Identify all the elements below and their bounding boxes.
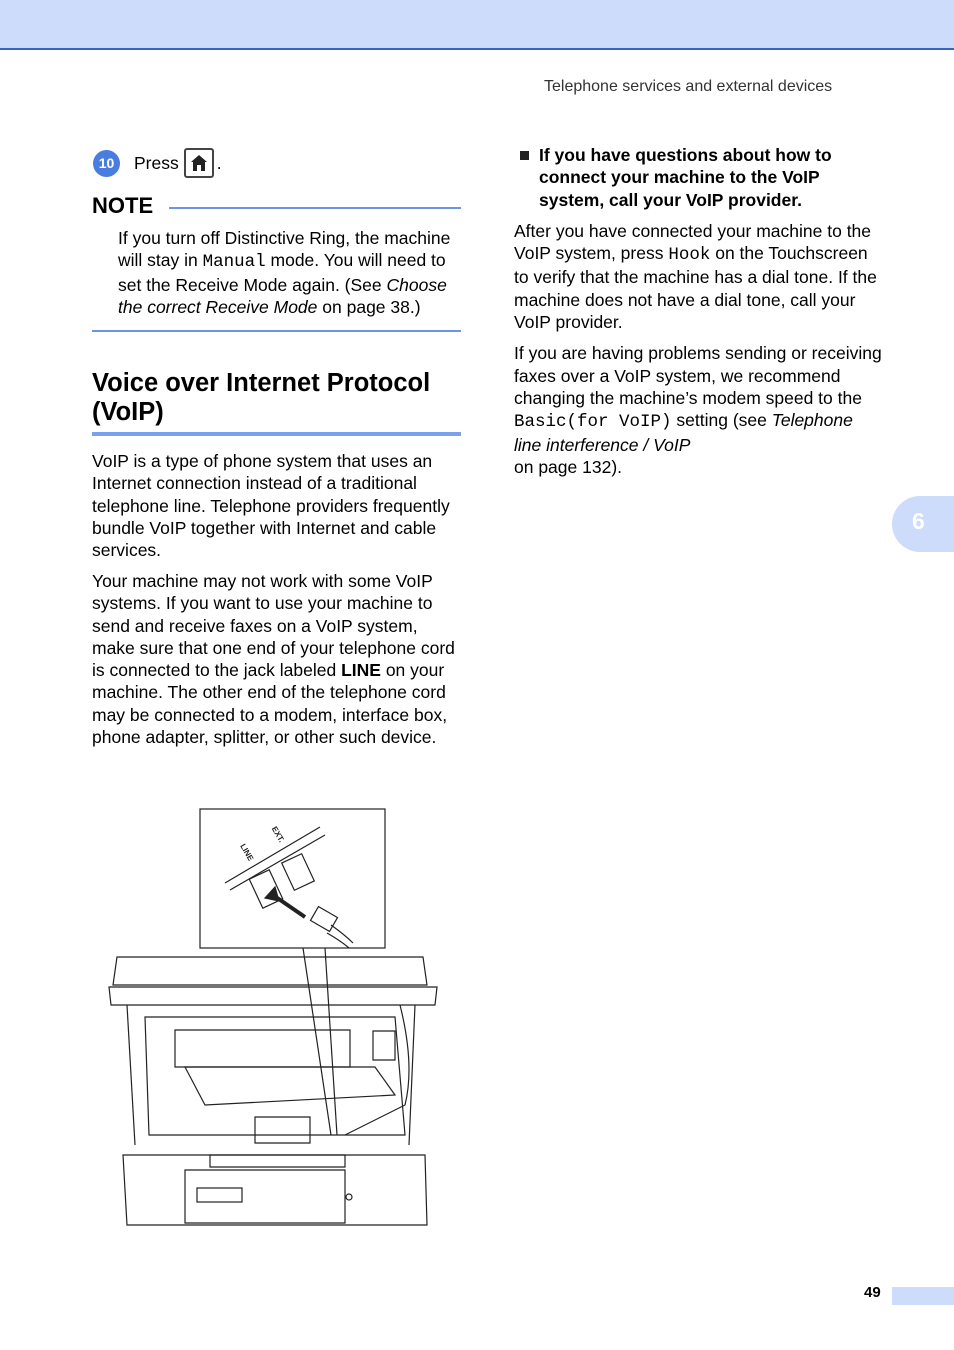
step-10 bbox=[93, 148, 222, 178]
para-text: After you have connected your machine to the VoIP system, press bbox=[514, 220, 872, 264]
setting-value: Basic(for VoIP) bbox=[514, 412, 672, 433]
running-header: Telephone services and external devices bbox=[544, 78, 833, 95]
bullet-heading bbox=[514, 144, 884, 211]
figure-label-line: LINE bbox=[238, 842, 256, 863]
hook-paragraph bbox=[514, 220, 884, 333]
note-rule bbox=[169, 207, 461, 209]
section-rule bbox=[92, 432, 461, 436]
bullet-heading-text: If you have questions about how to connect your machine to the VoIP system, call your VoIP provider. bbox=[539, 145, 832, 210]
step-text-end: . bbox=[216, 152, 222, 173]
leader-lines bbox=[303, 948, 337, 1135]
para-text: Your machine may not work with some VoIP systems. If you want to use your machine to send and receive faxes on a VoIP system, make sure that one end of your telephone cord is connected to the jack labeled bbox=[92, 571, 455, 681]
step-text: Press bbox=[134, 152, 179, 173]
machine-body bbox=[109, 957, 437, 1225]
hook-value: Hook bbox=[668, 245, 711, 266]
mode-value: Manual bbox=[202, 252, 266, 273]
para-text: If you are having problems sending or receiving faxes over a VoIP system, we recommend changing the machine’s modem speed to the bbox=[514, 343, 882, 408]
para-text-2: setting (see bbox=[676, 410, 767, 431]
home-icon bbox=[184, 148, 214, 178]
note-box bbox=[92, 193, 461, 332]
page-number-bar bbox=[892, 1287, 954, 1305]
jack-closeup-inset bbox=[200, 809, 385, 948]
bullet-square-icon bbox=[520, 151, 529, 160]
para-text-3: on page 132). bbox=[514, 456, 623, 477]
machine-illustration bbox=[105, 805, 445, 1240]
section-title: Voice over Internet Protocol (VoIP) bbox=[92, 369, 431, 426]
note-body bbox=[118, 227, 461, 318]
step-number-badge: 10 bbox=[93, 150, 120, 177]
modem-speed-paragraph bbox=[514, 342, 884, 478]
figure-label-ext: EXT. bbox=[269, 824, 287, 844]
header-band bbox=[0, 0, 954, 50]
chapter-tab bbox=[892, 496, 954, 552]
para-text-2: on the Touchscreen to verify that the machine has a dial tone. If the machine does not have a dial tone, call your VoIP provider. bbox=[514, 243, 877, 333]
note-reference-link[interactable]: Choose the correct Receive Mode bbox=[118, 274, 447, 317]
note-text: If you turn off Distinctive Ring, the machine will stay in bbox=[118, 228, 451, 271]
page-number: 49 bbox=[864, 1284, 881, 1301]
note-text-2: mode. You will need to set the Receive Mode again. (See bbox=[118, 250, 446, 295]
note-bottom-rule bbox=[92, 330, 461, 332]
line-jack-label: LINE bbox=[341, 660, 381, 681]
voip-machine-paragraph bbox=[92, 570, 464, 748]
note-title: NOTE bbox=[92, 193, 154, 218]
voip-intro-paragraph: VoIP is a type of phone system that uses an Internet connection instead of a traditional telephone line. Telephone providers frequently bundle VoIP together with Internet and cable services. bbox=[92, 451, 450, 561]
chapter-number: 6 bbox=[912, 508, 925, 534]
right-column bbox=[514, 144, 884, 478]
note-reference-page: on page 38.) bbox=[322, 296, 421, 317]
para-text-2: on your machine. The other end of the telephone cord may be connected to a modem, interface box, phone adapter, splitter, or other such device. bbox=[92, 660, 448, 748]
interference-reference-link[interactable]: Telephone line interference / VoIP bbox=[514, 410, 853, 455]
